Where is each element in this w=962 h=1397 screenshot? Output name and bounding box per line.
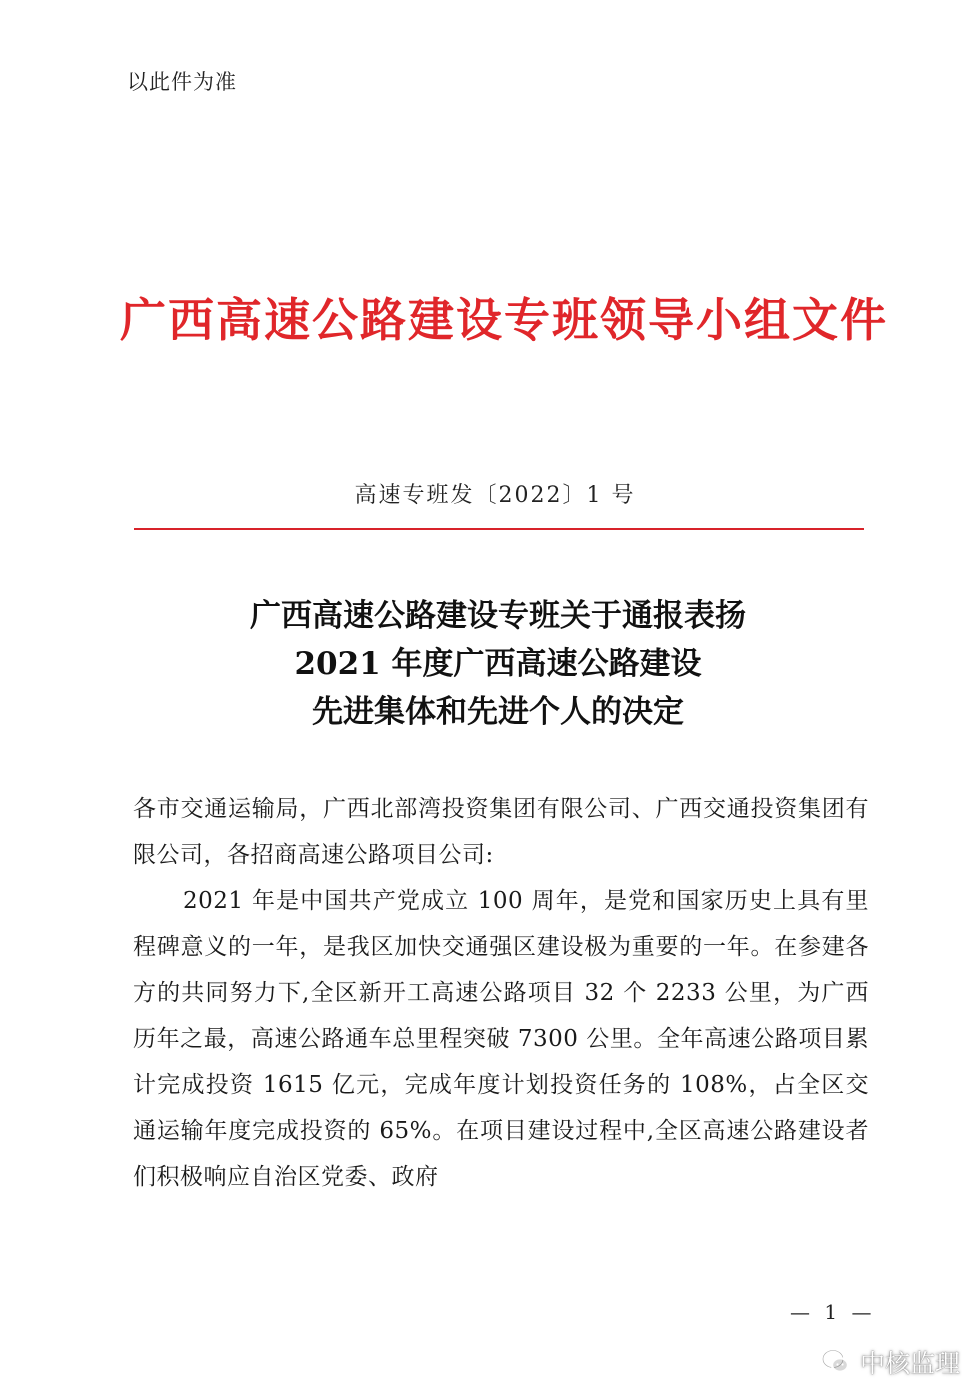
- body-paragraph: 2021 年是中国共产党成立 100 周年，是党和国家历史上具有里程碑意义的一年，是我区加快交通强区建设极为重要的一年。在参建各方的共同努力下,全区新开工高速公路项目 32 个 2233 公里，为广西历年之最，高速公路通车总里程突破 7300 公里。全年高速公路项目累计完成投资 1615 亿元，完成年度计划投资任务的 108%，占全区交通运输年度完成投资的 65%。在项目建设过程中,全区高速公路建设者们积极响应自治区党委、政府: [133, 888, 869, 1190]
- authoritative-copy-note: 以此件为准: [127, 70, 237, 94]
- document-body: [133, 786, 869, 1200]
- watermark-text: 中核监理: [860, 1349, 961, 1378]
- addressee-paragraph: 各市交通运输局，广西北部湾投资集团有限公司、广西交通投资集团有限公司，各招商高速公路项目公司:: [133, 796, 869, 868]
- document-number: 高速专班发〔2022〕1 号: [354, 483, 636, 508]
- page-number: — 1 —: [790, 1300, 876, 1324]
- document-title-line-1: 广西高速公路建设专班关于通报表扬: [250, 598, 746, 634]
- account-watermark: [820, 1344, 960, 1380]
- document-title-line-2: 2021 年度广西高速公路建设: [294, 646, 702, 682]
- masthead-title: 广西高速公路建设专班领导小组文件: [120, 293, 888, 347]
- red-divider-line: [134, 528, 864, 530]
- document-title-line-3: 先进集体和先进个人的决定: [312, 694, 684, 730]
- document-title: [0, 592, 962, 736]
- wechat-icon: [820, 1346, 852, 1378]
